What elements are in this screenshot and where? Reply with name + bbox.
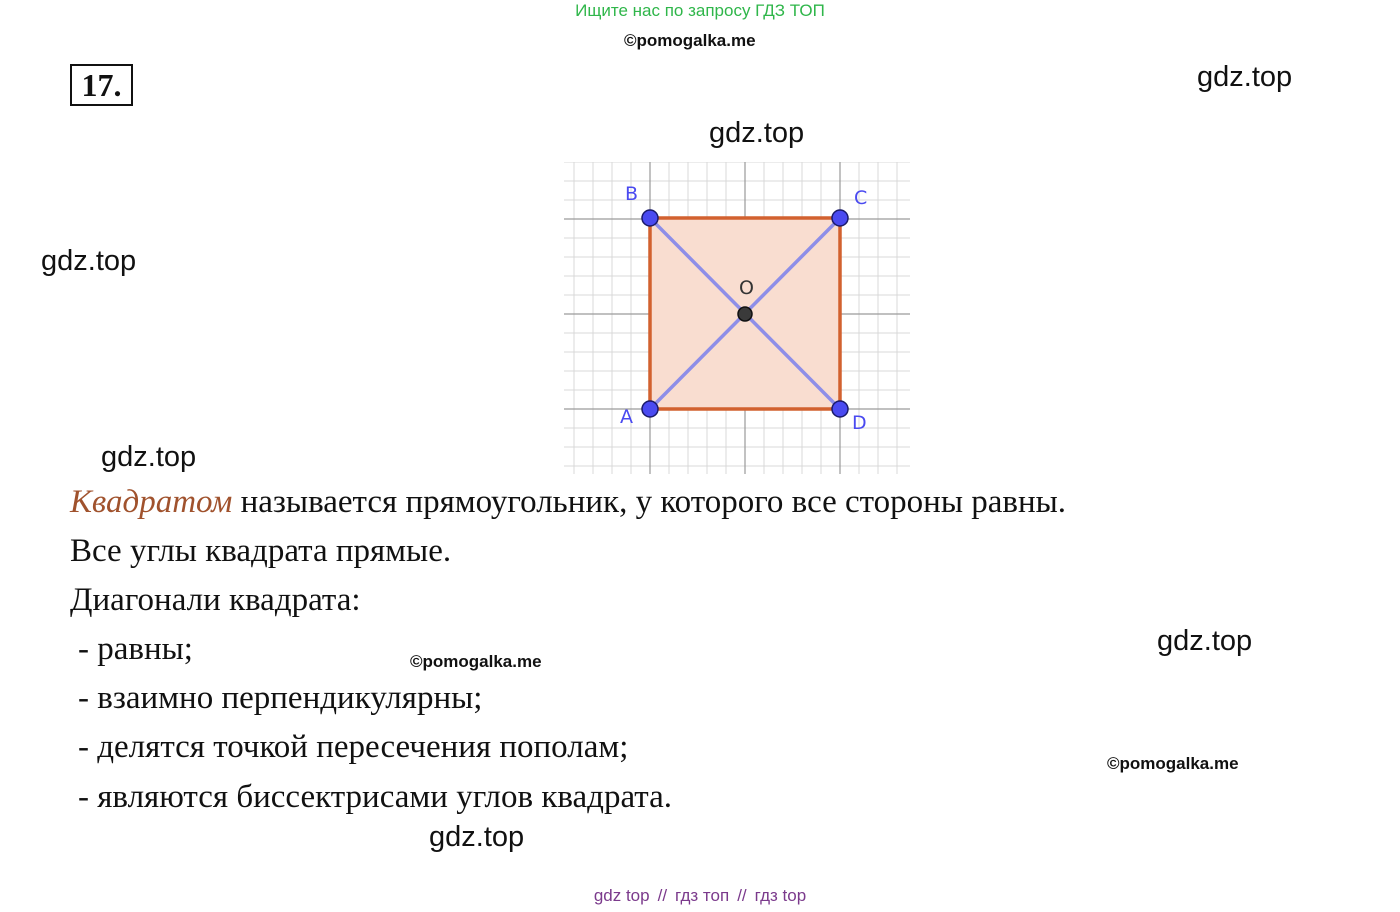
property-item: - являются биссектрисами углов квадрата. [78,779,672,815]
footer-link[interactable]: гдз топ [675,886,730,905]
center-o [738,307,752,321]
search-hint: Ищите нас по запросу ГДЗ ТОП [575,1,825,20]
vertex-c [832,210,848,226]
footer-separator: // [657,886,668,905]
label-d: D [852,412,867,434]
gdz-watermark: gdz.top [41,245,137,277]
property-item: - делятся точкой пересечения пополам; [78,729,629,765]
label-o: O [739,277,754,299]
property-item: - взаимно перпендикулярны; [78,680,483,716]
definition-term: Квадратом [70,484,233,520]
label-a: A [620,406,633,428]
label-b: B [625,183,639,205]
vertex-d [832,401,848,417]
gdz-watermark: gdz.top [429,821,525,853]
copyright-watermark: ©pomogalka.me [410,652,542,671]
footer-separator: // [737,886,747,905]
angles-line: Все углы квадрата прямые. [70,533,452,569]
definition-text: называется прямоугольник, у которого все стороны равны. [232,484,1067,520]
gdz-watermark: gdz.top [709,117,805,149]
diagonals-intro: Диагонали квадрата: [70,582,361,618]
gdz-watermark: gdz.top [101,441,197,473]
gdz-watermark: gdz.top [1197,61,1293,93]
copyright-watermark: ©pomogalka.me [1107,754,1239,773]
footer-link[interactable]: gdz top [593,886,650,905]
gdz-watermark: gdz.top [1157,625,1253,657]
vertex-a [642,401,658,417]
copyright-watermark: ©pomogalka.me [624,31,756,50]
footer-link[interactable]: гдз top [754,886,807,905]
property-item: - равны; [78,631,193,667]
definition-line [70,484,1066,521]
square-diagram [564,162,910,474]
task-number: 17. [70,64,133,106]
vertex-b [642,210,658,226]
footer-links [0,886,1400,906]
label-c: C [854,187,868,209]
